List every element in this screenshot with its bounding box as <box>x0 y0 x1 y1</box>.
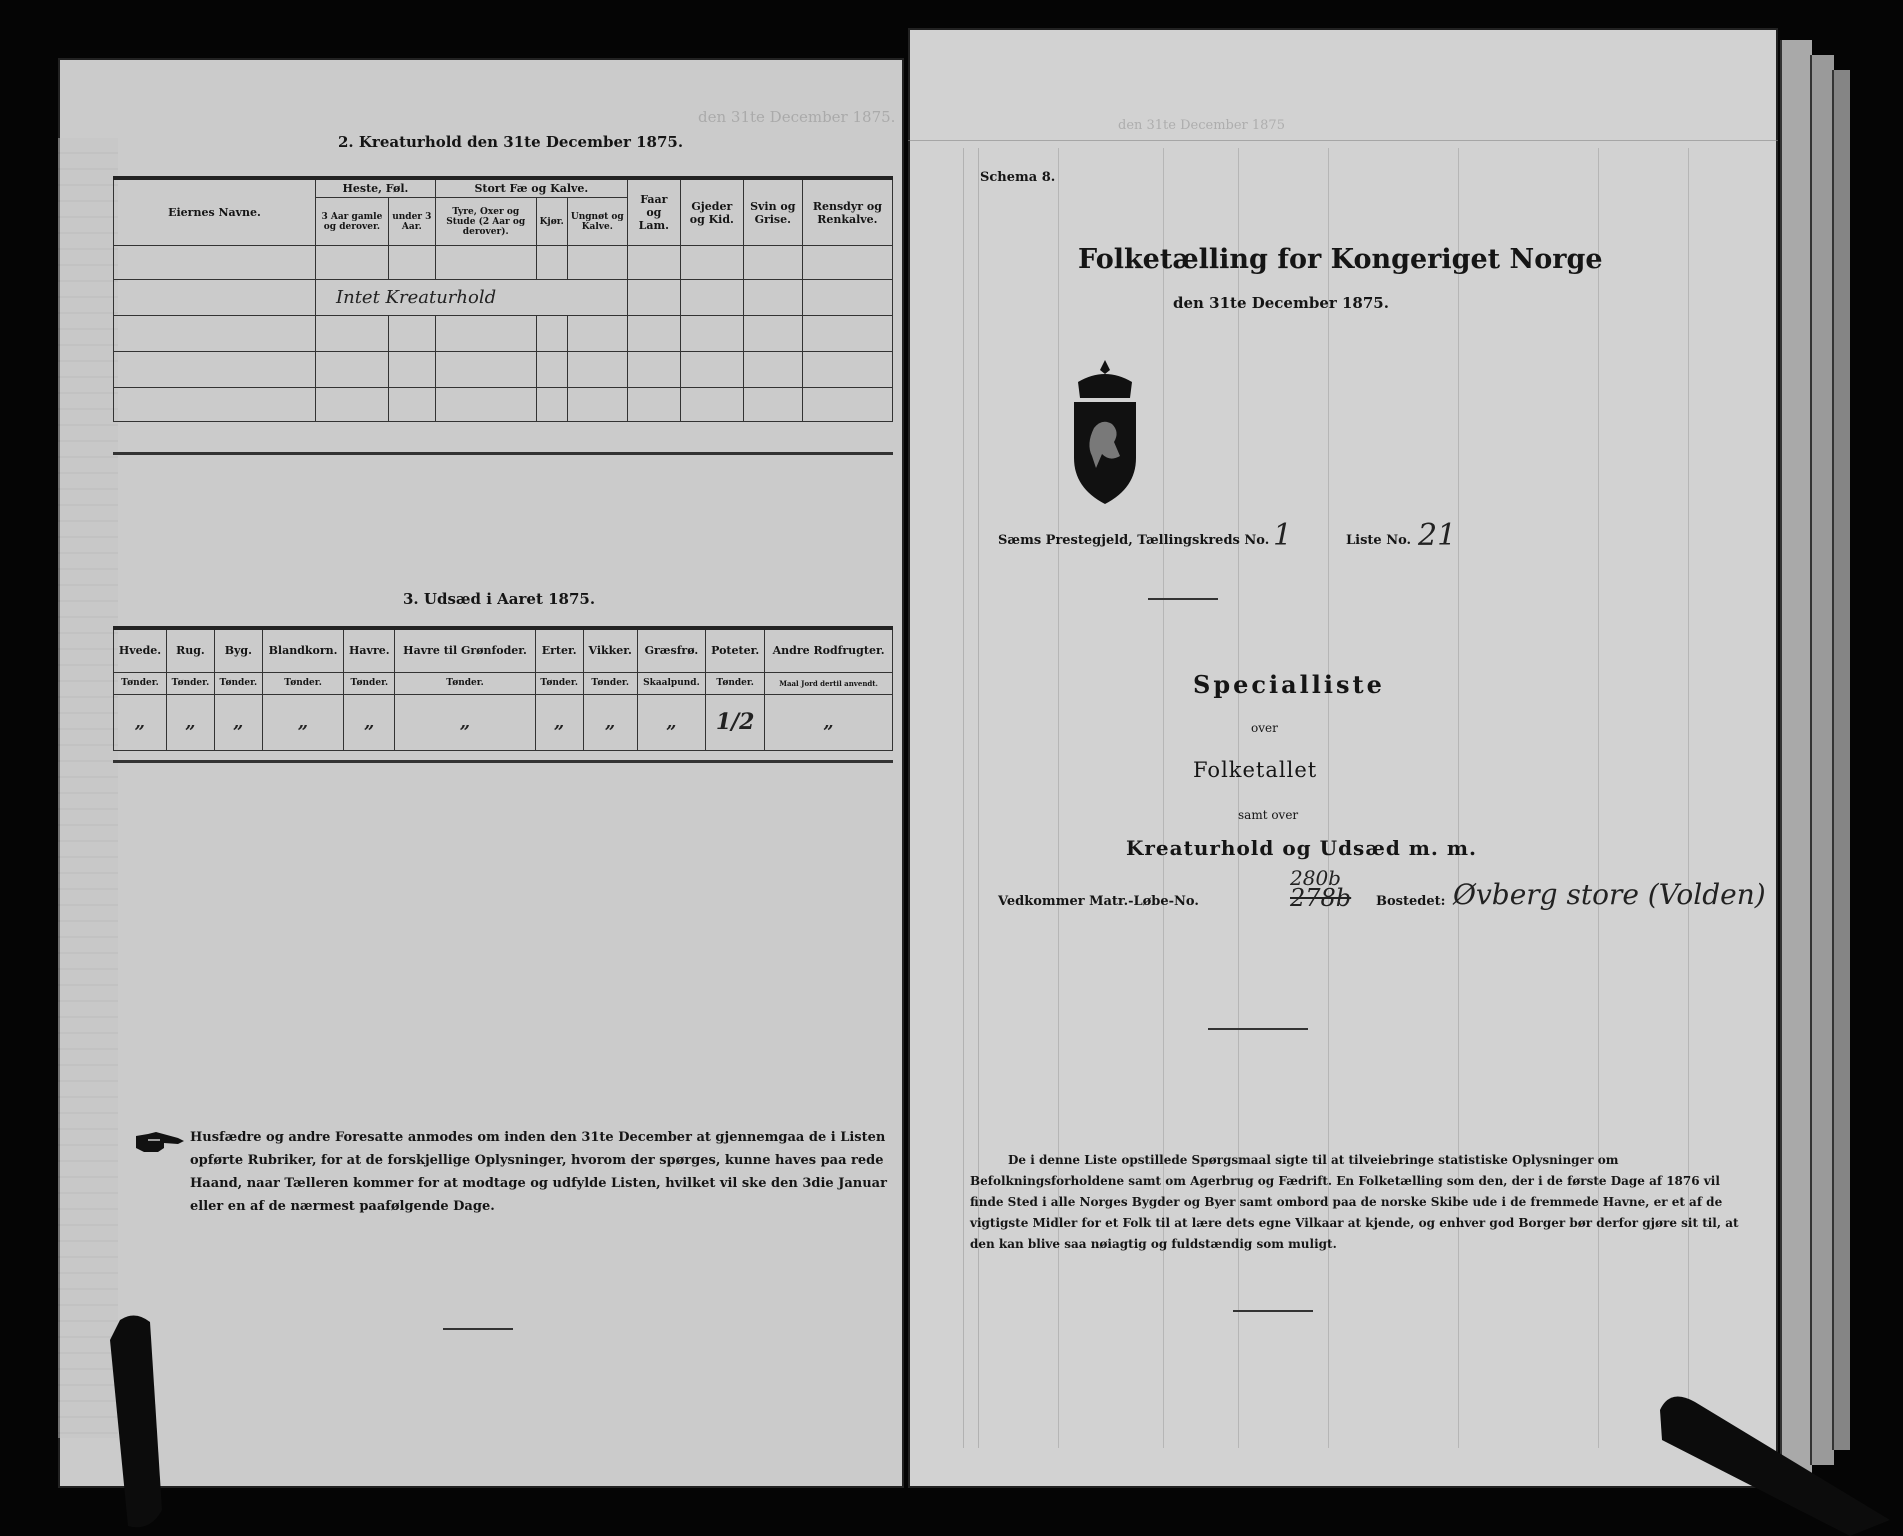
seed-unit: Tønder. <box>395 672 535 694</box>
seed-unit: Tønder. <box>535 672 583 694</box>
bleed-through-margin <box>58 138 118 1438</box>
left-page <box>58 58 904 1488</box>
bleed-through-heading: den 31te December 1875. <box>698 108 896 126</box>
cattle-bulls-header: Tyre, Oxer og Stude (2 Aar og derover). <box>435 198 536 246</box>
seed-unit: Tønder. <box>214 672 262 694</box>
seed-header: Byg. <box>214 628 262 672</box>
page-stack-edge <box>1810 55 1834 1465</box>
seed-value: „ <box>262 694 343 750</box>
cattle-header: Stort Fæ og Kalve. <box>435 178 627 198</box>
kreaturhold-heading: Kreaturhold og Udsæd m. m. <box>1126 836 1477 860</box>
seed-header: Erter. <box>535 628 583 672</box>
header-rule <box>908 140 1778 141</box>
liste-label: Liste No. <box>1346 533 1412 548</box>
seed-unit: Tønder. <box>114 672 167 694</box>
section2-title: 2. Kreaturhold den 31te December 1875. <box>338 133 684 151</box>
matr-number-struck: 278b <box>1290 884 1352 912</box>
seed-unit: Tønder. <box>262 672 343 694</box>
seed-value: „ <box>583 694 637 750</box>
seed-header: Rug. <box>166 628 214 672</box>
form-date: den 31te December 1875. <box>1173 294 1389 312</box>
seed-unit: Tønder. <box>583 672 637 694</box>
form-title: Folketælling for Kongeriget Norge <box>1078 244 1603 275</box>
pigs-header: Svin og Grise. <box>743 178 802 246</box>
table-bottom-rule <box>113 452 893 455</box>
goats-header: Gjeder og Kid. <box>680 178 743 246</box>
seed-header: Havre. <box>344 628 395 672</box>
section3-title: 3. Udsæd i Aaret 1875. <box>403 590 596 608</box>
horses-old-header: 3 Aar gamle og derover. <box>316 198 389 246</box>
norwegian-lion-crest-icon <box>1064 358 1146 508</box>
seed-table-bottom-rule <box>113 760 893 763</box>
page-stack-edge <box>1832 70 1850 1450</box>
seed-value: „ <box>395 694 535 750</box>
seed-value: „ <box>765 694 893 750</box>
matr-label: Vedkommer Matr.-Løbe-No. <box>998 894 1199 909</box>
sheep-header: Faar og Lam. <box>627 178 680 246</box>
bostedet-value: Øvberg store (Volden) <box>1453 878 1766 911</box>
schema-label: Schema 8. <box>980 170 1056 185</box>
seed-table <box>113 626 893 751</box>
divider-rule <box>1208 1028 1308 1030</box>
seed-unit: Maal Jord dertil anvendt. <box>765 672 893 694</box>
binder-clip-left <box>0 1300 170 1536</box>
seed-unit: Tønder. <box>166 672 214 694</box>
seed-unit: Skaalpund. <box>637 672 705 694</box>
decorative-rule <box>1233 1310 1313 1312</box>
seed-header: Vikker. <box>583 628 637 672</box>
seed-header: Poteter. <box>706 628 765 672</box>
right-page <box>908 28 1778 1488</box>
seed-header: Havre til Grønfoder. <box>395 628 535 672</box>
livestock-handwritten-entry: Intet Kreaturhold <box>316 280 628 316</box>
owner-header: Eiernes Navne. <box>114 178 316 246</box>
seed-unit: Tønder. <box>706 672 765 694</box>
bleed-through-heading: den 31te December 1875 <box>1118 118 1285 133</box>
liste-number: 21 <box>1418 518 1457 553</box>
pointing-hand-icon <box>134 1130 186 1156</box>
matr-number-correction: 280b <box>1290 866 1341 890</box>
reindeer-header: Rensdyr og Renkalve. <box>802 178 892 246</box>
horses-header: Heste, Føl. <box>316 178 436 198</box>
parish-label: Sæms Prestegjeld, Tællingskreds No. <box>998 533 1270 548</box>
folketallet-heading: Folketallet <box>1193 758 1318 782</box>
horses-young-header: under 3 Aar. <box>388 198 435 246</box>
samt-over-text: samt over <box>1238 808 1299 822</box>
info-text: De i denne Liste opstillede Spørgsmaal sigte til at tilveiebringe statistiske Oplysninger om Befolkningsforholdene samt om Agerbrug og Fædrift. En Folketælling som den, der i de første Dage af 1876 vil finde Sted i alle Norges Bygder og Byer samt ombord paa de norske Skibe ude i de fremmede Havne, er et af de vigtigste Midler for et Folk til at lære dets egne Vilkaar at kjende, og enhver god Borger bør derfor gjøre sit til, at den kan blive saa nøiagtig og fuldstændig som muligt. <box>970 1153 1739 1251</box>
notice-text: Husfædre og andre Foresatte anmodes om inden den 31te December at gjennemgaa de i Listen opførte Rubriker, for at de forskjellige Oplysninger, hvorom der spørges, kunne haves paa rede Haand, naar Tælleren kommer for at modtage og udfylde Listen, hvilket vil ske den 3die Januar eller en af de nærmest paafølgende Dage. <box>190 1130 887 1214</box>
binder-clip-right <box>1650 1380 1903 1536</box>
seed-header: Andre Rodfrugter. <box>765 628 893 672</box>
tellingskreds-number: 1 <box>1273 518 1293 553</box>
livestock-table <box>113 176 893 422</box>
seed-value: „ <box>637 694 705 750</box>
seed-value: „ <box>214 694 262 750</box>
divider-rule <box>1148 598 1218 600</box>
cattle-cows-header: Kjør. <box>536 198 567 246</box>
page-stack-edge <box>1780 40 1812 1480</box>
seed-header: Blandkorn. <box>262 628 343 672</box>
bostedet-label: Bostedet: <box>1376 894 1446 909</box>
bleed-through-line <box>963 148 964 1448</box>
seed-header: Hvede. <box>114 628 167 672</box>
seed-value: „ <box>166 694 214 750</box>
over-text: over <box>1251 721 1278 735</box>
seed-value: 1/2 <box>706 694 765 750</box>
seed-value: „ <box>114 694 167 750</box>
seed-unit: Tønder. <box>344 672 395 694</box>
specialliste-heading: Specialliste <box>1193 670 1385 699</box>
seed-header: Græsfrø. <box>637 628 705 672</box>
cattle-young-header: Ungnøt og Kalve. <box>567 198 627 246</box>
seed-value: „ <box>344 694 395 750</box>
decorative-rule <box>443 1328 513 1330</box>
seed-value: „ <box>535 694 583 750</box>
